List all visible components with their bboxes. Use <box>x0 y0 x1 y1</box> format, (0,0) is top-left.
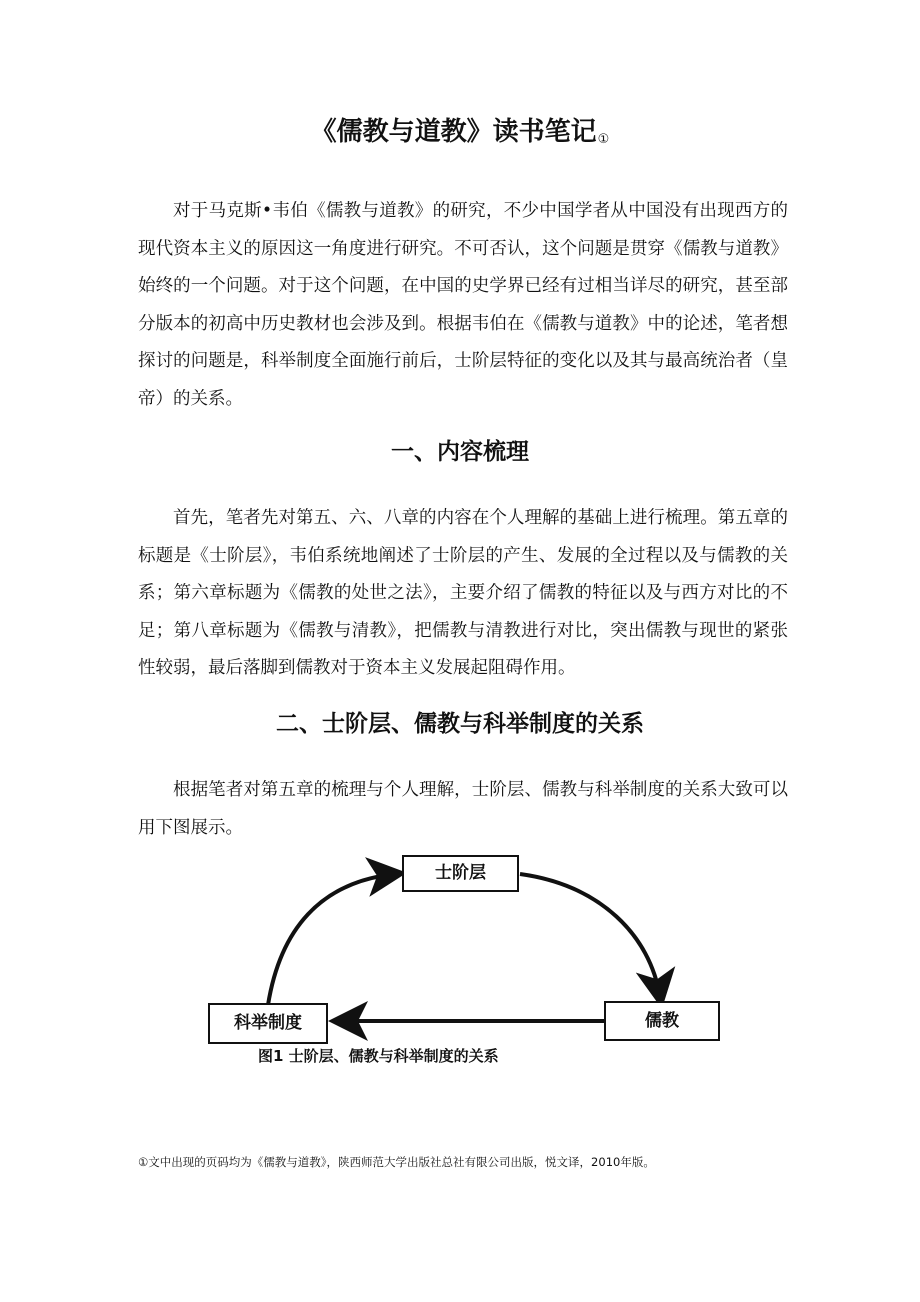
intro-paragraph: 对于马克斯•韦伯《儒教与道教》的研究，不少中国学者从中国没有出现西方的现代资本主义的原因这一角度进行研究。不可否认，这个问题是贯穿《儒教与道教》始终的一个问题。对于这个问题，在中国的史学界已经有过相当详尽的研究，甚至部分版本的初高中历史教材也会涉及到。根据韦伯在《儒教与道教》中的论述，笔者想探讨的问题是，科举制度全面施行前后，士阶层特征的变化以及其与最高统治者（皇帝）的关系。 <box>138 201 788 409</box>
arrow-keju-to-shi <box>268 874 395 1005</box>
section-heading-relationship: 二、士阶层、儒教与科举制度的关系 <box>276 711 644 737</box>
content-review-paragraph: 首先，笔者先对第五、六、八章的内容在个人理解的基础上进行梳理。第五章的标题是《士阶层》，韦伯系统地阐述了士阶层的产生、发展的全过程以及与儒教的关系；第六章标题为《儒教的处世之法》，主要介绍了儒教的特征以及与西方对比的不足；第八章标题为《儒教与清教》，把儒教与清教进行对比，突出儒教与现世的紧张性较弱，最后落脚到儒教对于资本主义发展起阻碍作用。 <box>138 508 788 678</box>
relationship-diagram <box>0 840 920 1080</box>
footnote-marker[interactable]: ① <box>597 132 610 147</box>
node-confucianism: 儒教 <box>604 1001 720 1041</box>
node-shi-class: 士阶层 <box>402 855 519 892</box>
page-title-text: 《儒教与道教》读书笔记 <box>310 117 597 147</box>
page-title <box>0 112 920 157</box>
relationship-paragraph: 根据笔者对第五章的梳理与个人理解，士阶层、儒教与科举制度的关系大致可以用下图展示。 <box>138 780 788 838</box>
footnote: ①文中出现的页码均为《儒教与道教》，陕西师范大学出版社总社有限公司出版，悦文译，2010年版。 <box>138 1155 655 1169</box>
figure-caption: 图1 士阶层、儒教与科举制度的关系 <box>258 1047 499 1065</box>
section-heading-content-review: 一、内容梳理 <box>391 439 529 465</box>
arrow-shi-to-rujiao <box>520 874 660 997</box>
node-imperial-exam: 科举制度 <box>208 1003 328 1044</box>
